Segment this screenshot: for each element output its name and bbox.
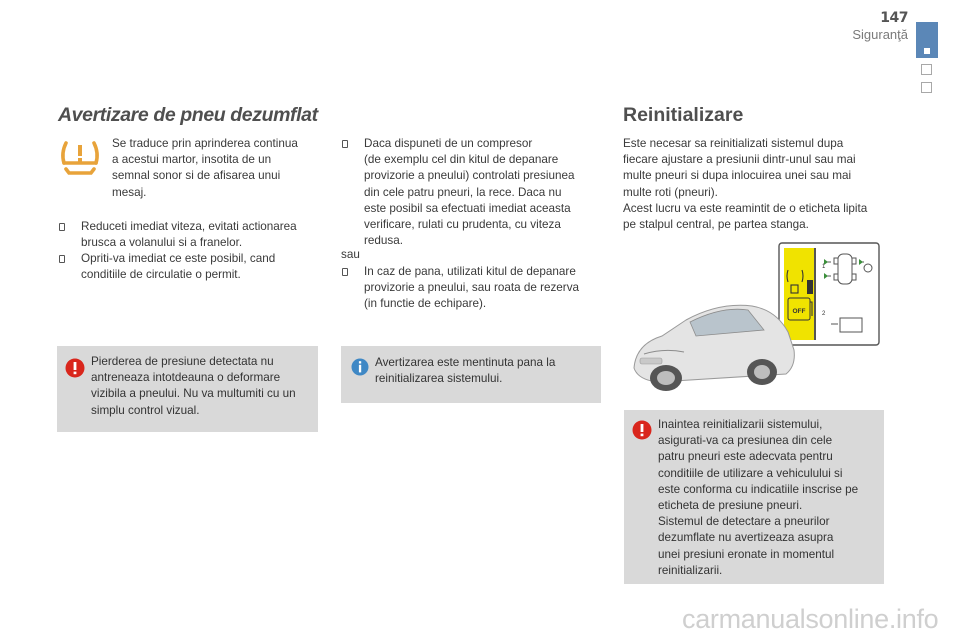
text-line: Opriti-va imediat ce este posibil, cand (81, 252, 276, 265)
text-line: fiecare ajustare a presiunii dintr-unul sau mai (623, 153, 856, 167)
text-line: multe roti (pneuri). (623, 185, 718, 199)
text-line: mesaj. (112, 185, 147, 199)
watermark: carmanualsonline.info (682, 604, 939, 634)
label-step-number: 1 (822, 264, 826, 270)
text-line: reinitializarea sistemului. (375, 372, 503, 386)
text-line: antreneaza intotdeauna o deformare (91, 371, 281, 385)
bullet-marker-icon (342, 268, 348, 276)
bullet-item (59, 219, 319, 253)
text-line: (in functie de echipare). (364, 297, 487, 311)
text-line: reinitializarii. (658, 563, 723, 577)
reset-description (623, 136, 867, 233)
tyre-warning-lamp-icon (58, 139, 102, 179)
bullet-marker-icon (342, 140, 348, 148)
label-step-number: 2 (822, 311, 826, 317)
section-name: Siguranţă (852, 27, 908, 42)
warning-note-box (57, 346, 318, 432)
text-line: Daca dispuneti de un compresor (364, 137, 533, 150)
exclamation-alert-icon (65, 358, 85, 378)
right-heading: Reinitializare (623, 104, 744, 126)
text-line: provizorie a pneului) controlati presiunea (364, 169, 575, 183)
warning-description (112, 136, 298, 201)
text-line: vizibila a pneului. Nu va multumiti cu un (91, 387, 296, 401)
bullet-item (59, 251, 319, 285)
text-line: Se traduce prin aprinderea continua (112, 137, 298, 150)
section-tab-active[interactable] (916, 22, 938, 58)
text-line: Pierderea de presiune detectata nu (91, 355, 274, 368)
tab-marker-icon (924, 48, 930, 54)
text-line: Avertizarea este mentinuta pana la (375, 356, 556, 369)
page-number: 147 (880, 10, 908, 26)
text-line: este posibil sa efectuati imediat aceasta (364, 201, 571, 215)
text-line: Sistemul de detectare a pneurilor (658, 515, 830, 529)
text-line: conditiile de utilizare a vehiculului si (658, 466, 843, 480)
text-line: asigurati-va ca presiunea din cele (658, 434, 833, 448)
text-line: multe pneuri si dupa inlocuirea unei sau mai (623, 169, 852, 183)
text-line: redusa. (364, 234, 403, 248)
bullet-marker-icon (59, 223, 65, 231)
text-line: eticheta de presiune pneuri. (658, 499, 803, 513)
text-line: Acest lucru va este reamintit de o eticheta lipita (623, 201, 868, 215)
or-text: sau (341, 248, 360, 261)
text-line: Reduceti imediat viteza, evitati actionarea (81, 220, 297, 233)
bullet-marker-icon (59, 255, 65, 263)
text-line: a acestui martor, insotita de un (112, 153, 272, 167)
text-line: dezumflate nu avertizeaza asupra (658, 531, 834, 545)
text-line: Este necesar sa reinitializati sistemul dupa (623, 137, 844, 150)
text-line: pe stalpul central, pe partea stanga. (623, 218, 809, 232)
info-note-box (341, 346, 601, 403)
warning-note-box (624, 410, 884, 584)
text-line: brusca a volanului si a franelor. (81, 236, 243, 250)
text-line: provizorie a pneului, sau roata de rezerva (364, 281, 580, 295)
text-line: din cele patru pneuri, la rece. Daca nu (364, 185, 562, 199)
info-icon (351, 358, 369, 376)
text-line: Inaintea reinitializarii sistemului, (658, 418, 823, 431)
text-line: semnal sonor si de afisarea unui (112, 169, 281, 183)
section-tab[interactable] (921, 64, 932, 75)
text-line: este conforma cu indicatiile inscrise pe (658, 482, 859, 496)
exclamation-alert-icon (632, 420, 652, 440)
car-label-illustration (624, 240, 882, 400)
left-heading: Avertizare de pneu dezumflat (58, 104, 318, 126)
label-button-text: OFF (792, 308, 806, 315)
text-line: verificare, rulati cu prudenta, cu viteza (364, 218, 561, 232)
text-line: conditiile de circulatie o permit. (81, 268, 241, 282)
text-line: In caz de pana, utilizati kitul de depanare (364, 265, 576, 278)
bullet-item (342, 136, 602, 250)
text-line: (de exemplu cel din kitul de depanare (364, 153, 559, 167)
text-line: simplu control vizual. (91, 403, 200, 417)
bullet-item (342, 264, 602, 314)
section-tab[interactable] (921, 82, 932, 93)
text-line: patru pneuri este adecvata pentru (658, 450, 833, 464)
text-line: unei presiuni eronate in momentul (658, 547, 835, 561)
